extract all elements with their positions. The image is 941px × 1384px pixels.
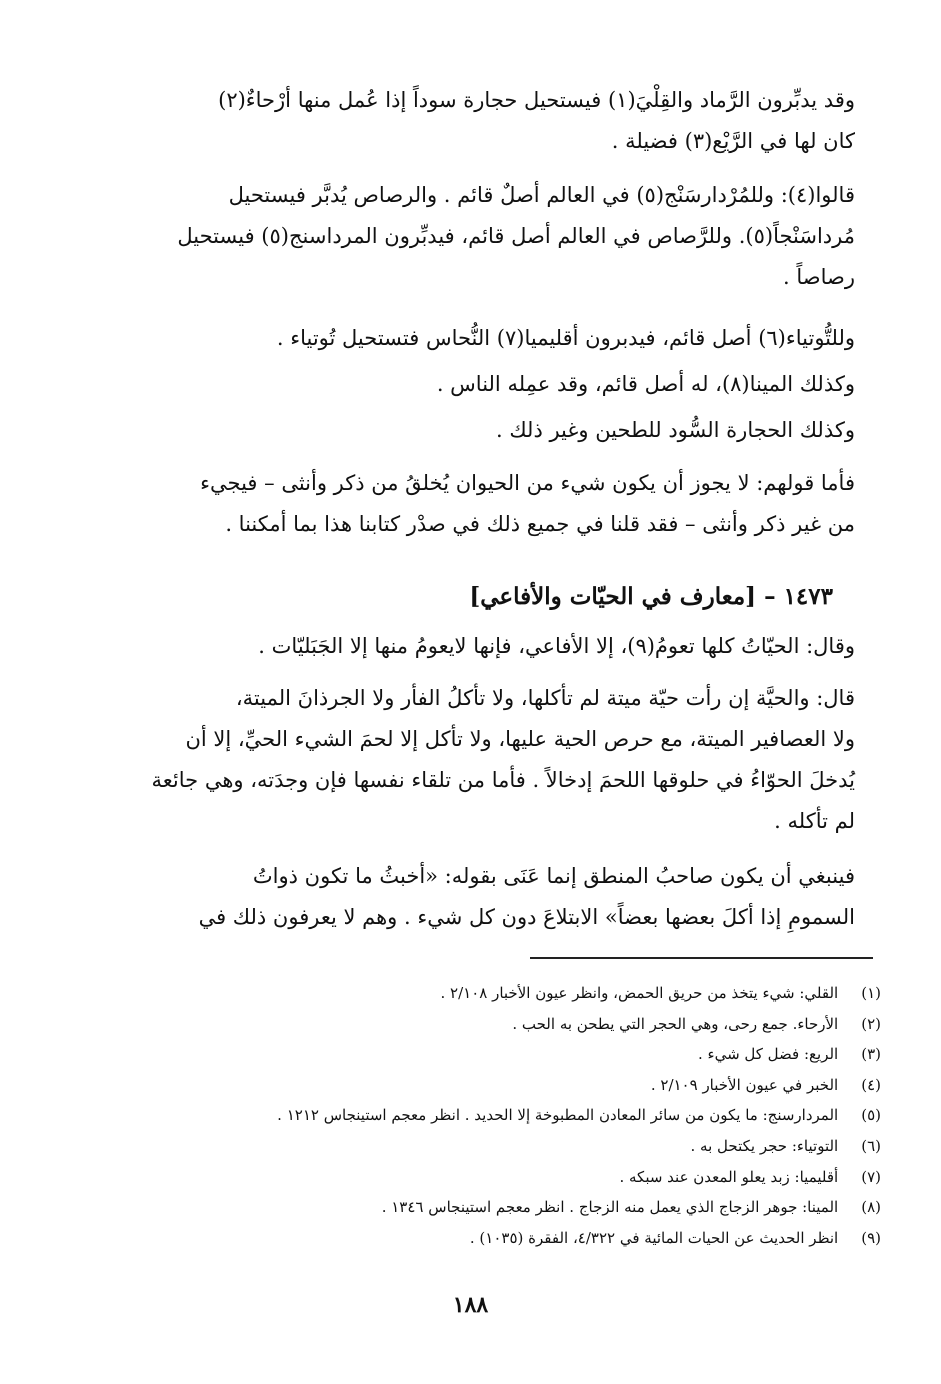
paragraph-4 — [107, 364, 877, 405]
footnote-text: القلي: شيء يتخذ من حريق الحمض، وانظر عيون الأخبار ٢/١٠٨ . — [440, 984, 839, 1002]
paragraph-8 — [107, 678, 877, 842]
paragraph-5 — [107, 410, 877, 451]
paragraph-1 — [107, 80, 877, 162]
footnote — [101, 1192, 881, 1223]
section-heading: ١٤٧٣ – [معارف في الحيّات والأفاعي] — [469, 583, 833, 610]
footnote-number: (٣) — [861, 1045, 881, 1064]
text-line: وكذلك الحجارة السُّود للطحين وغير ذلك . — [496, 418, 855, 442]
text-line: وقال: الحيّاتُ كلها تعومُ(٩)، إلا الأفاعي، فإنها لايعومُ منها إلا الجَبَليّات . — [258, 634, 855, 658]
footnote-number: (٧) — [861, 1167, 881, 1186]
text-line: لم تأكله . — [774, 809, 855, 833]
footnote-text: المينا: جوهر الزجاج الذي يعمل منه الزجاج . انظر معجم استينجاس ١٣٤٦ . — [381, 1198, 839, 1217]
paragraph-9 — [107, 856, 877, 938]
footnote-text: الأرحاء. جمع رحى، وهي الحجر التي يطحن به الحب . — [512, 1014, 839, 1033]
text-line: فينبغي أن يكون صاحبُ المنطق إنما عَنَى بقوله: «أخبثُ ما تكون ذواتُ — [252, 864, 855, 888]
paragraph-3 — [107, 318, 877, 359]
text-line: رصاصاً . — [783, 265, 855, 289]
text-line: قالوا(٤): وللمُرْدارسَنْج(٥) في العالم أصلٌ قائم . والرصاص يُدبَّر فيستحيل — [228, 183, 855, 207]
footnote-text: الريع: فضل كل شيء . — [697, 1045, 839, 1064]
footnote-number: (٥) — [861, 1106, 881, 1125]
footnote-number: (٨) — [861, 1198, 881, 1217]
paragraph-6 — [107, 463, 877, 545]
page-number: ١٨٨ — [452, 1292, 489, 1318]
text-line: كان لها في الرَّيْع(٣) فضيلة . — [611, 129, 855, 153]
footnote-number: (١) — [861, 984, 881, 1002]
footnote-separator — [530, 957, 873, 959]
footnote-list — [101, 978, 881, 1253]
footnote-number: (٩) — [861, 1228, 881, 1247]
footnote — [101, 978, 881, 1009]
footnote — [101, 1039, 881, 1070]
footnote-number: (٢) — [861, 1014, 881, 1033]
footnote — [101, 1131, 881, 1162]
footnote — [101, 1009, 881, 1040]
footnote-number: (٦) — [861, 1136, 881, 1155]
footnote-text: الخبر في عيون الأخبار ٢/١٠٩ . — [650, 1075, 839, 1094]
text-line: فأما قولهم: لا يجوز أن يكون شيء من الحيوان يُخلقُ من ذكر وأنثى – فيجيء — [200, 471, 855, 495]
footnote-text: المردارسنج: ما يكون من سائر المعادن المطبوخة إلا الحديد . انظر معجم استينجاس ١٢١٢ . — [277, 1106, 839, 1125]
text-line: ولا العصافير الميتة، مع حرص الحية عليها، ولا تأكل إلا لحمَ الشيء الحيِّ، إلا أن — [185, 727, 855, 751]
footnote — [101, 1100, 881, 1131]
footnote-number: (٤) — [861, 1075, 881, 1094]
text-line: وقد يدبِّرون الرَّماد والقِلْيَ(١) فيستحيل حجارة سوداً إذا عُمل منها أرْحاءٌ(٢) — [218, 88, 855, 112]
text-line: من غير ذكر وأنثى – فقد قلنا في جميع ذلك في صدْر كتابنا هذا بما أمكننا . — [225, 512, 855, 536]
footnote-text: انظر الحديث عن الحيات المائية في ٤/٣٢٢، الفقرة (١٠٣٥) . — [469, 1228, 839, 1247]
footnote-text: التوتياء: حجر يكتحل به . — [690, 1136, 839, 1155]
paragraph-2 — [107, 175, 877, 298]
footnote-text: أقليميا: زبد يعلو المعدن عند سبكه . — [619, 1167, 839, 1186]
footnote — [101, 1070, 881, 1101]
footnote — [101, 1223, 881, 1254]
text-line: وللتُّوتياء(٦) أصل قائم، فيدبرون أقليميا(٧) النُّحاس فتستحيل تُوتياء . — [276, 326, 855, 350]
footnote — [101, 1162, 881, 1193]
text-line: مُرداسَنْجاً(٥). وللرَّصاص في العالم أصل قائم، فيدبِّرون المرداسنج(٥) فيستحيل — [177, 224, 855, 248]
text-line: السمومِ إذا أكلَ بعضها بعضاً» الابتلاعَ دون كل شيء . وهم لا يعرفون ذلك في — [198, 905, 855, 929]
text-line: قال: والحيَّة إن رأت حيّة ميتة لم تأكلها، ولا تأكلُ الفأر ولا الجرذانَ الميتة، — [235, 686, 855, 710]
text-line: وكذلك المينا(٨)، له أصل قائم، وقد عمِله الناس . — [436, 372, 855, 396]
paragraph-7 — [107, 626, 877, 667]
text-line: يُدخلَ الحوّاءُ في حلوقها اللحمَ إدخالاً . فأما من تلقاء نفسها فإن وجدَته، وهي جائعة — [151, 768, 855, 792]
